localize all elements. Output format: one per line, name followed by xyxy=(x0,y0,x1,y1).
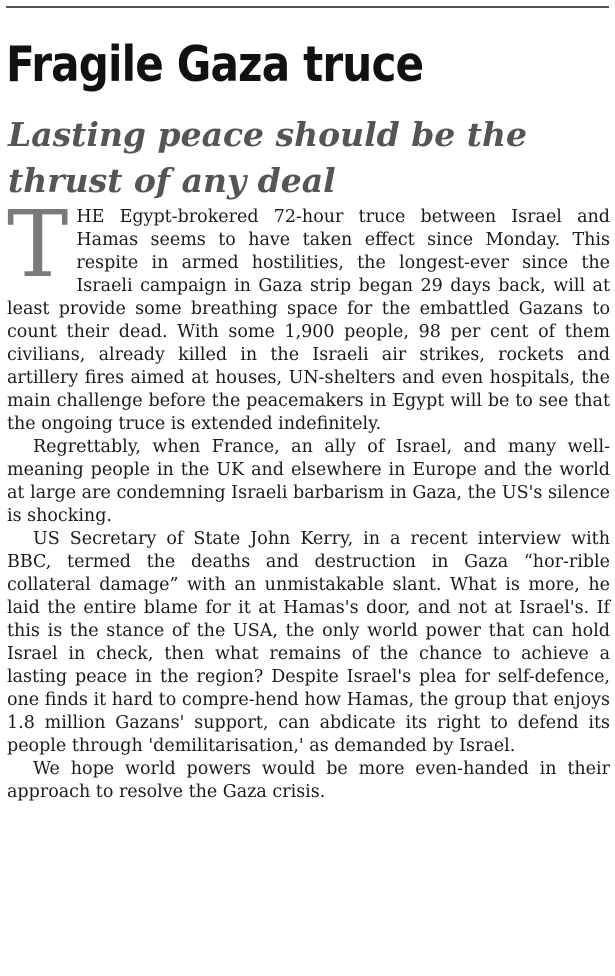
article-paragraph-1 xyxy=(7,191,610,436)
drop-cap: T xyxy=(7,191,69,298)
header-divider xyxy=(6,6,609,8)
article-body xyxy=(7,191,610,804)
headline: Fragile Gaza truce xyxy=(6,36,424,93)
paragraph-1-text: HE Egypt-brokered 72-hour truce between Israel and Hamas seems to have taken effect since Monday. This respite in armed hostilities, the longest-ever since the Israeli campaign in Gaza strip began 29 days back, will at least provide some breathing space for the embattled Gazans to count their dead. With some 1,900 people, 98 per cent of them civilians, already killed in the Israeli air strikes, rockets and artillery fires aimed at houses, UN-shelters and even hospitals, the main challenge before the peacemakers in Egypt will be to see that the ongoing truce is extended indefinitely. xyxy=(7,207,610,434)
subheadline: Lasting peace should be the thrust of any deal xyxy=(8,115,527,200)
article-paragraph-2: Regrettably, when France, an ally of Israel, and many well-meaning people in the UK and elsewhere in Europe and the world at large are condemning Israeli barbarism in Gaza, the US's silence is shocking. xyxy=(7,437,610,526)
top-rule xyxy=(0,0,615,8)
article-paragraph-4: We hope world powers would be more even-handed in their approach to resolve the Gaza crisis. xyxy=(7,759,610,802)
article-paragraph-3: US Secretary of State John Kerry, in a recent interview with BBC, termed the deaths and destruction in Gaza “hor-rible collateral damage” with an unmistakable slant. What is more, he laid the entire blame for it at Hamas's door, and not at Israel's. If this is the stance of the USA, the only world power that can hold Israel in check, then what remains of the chance to achieve a lasting peace in the region? Despite Israel's plea for self-defence, one finds it hard to compre-hend how Hamas, the group that enjoys 1.8 million Gazans' support, can abdicate its right to defend its people through 'demilitarisation,' as demanded by Israel. xyxy=(7,529,610,756)
